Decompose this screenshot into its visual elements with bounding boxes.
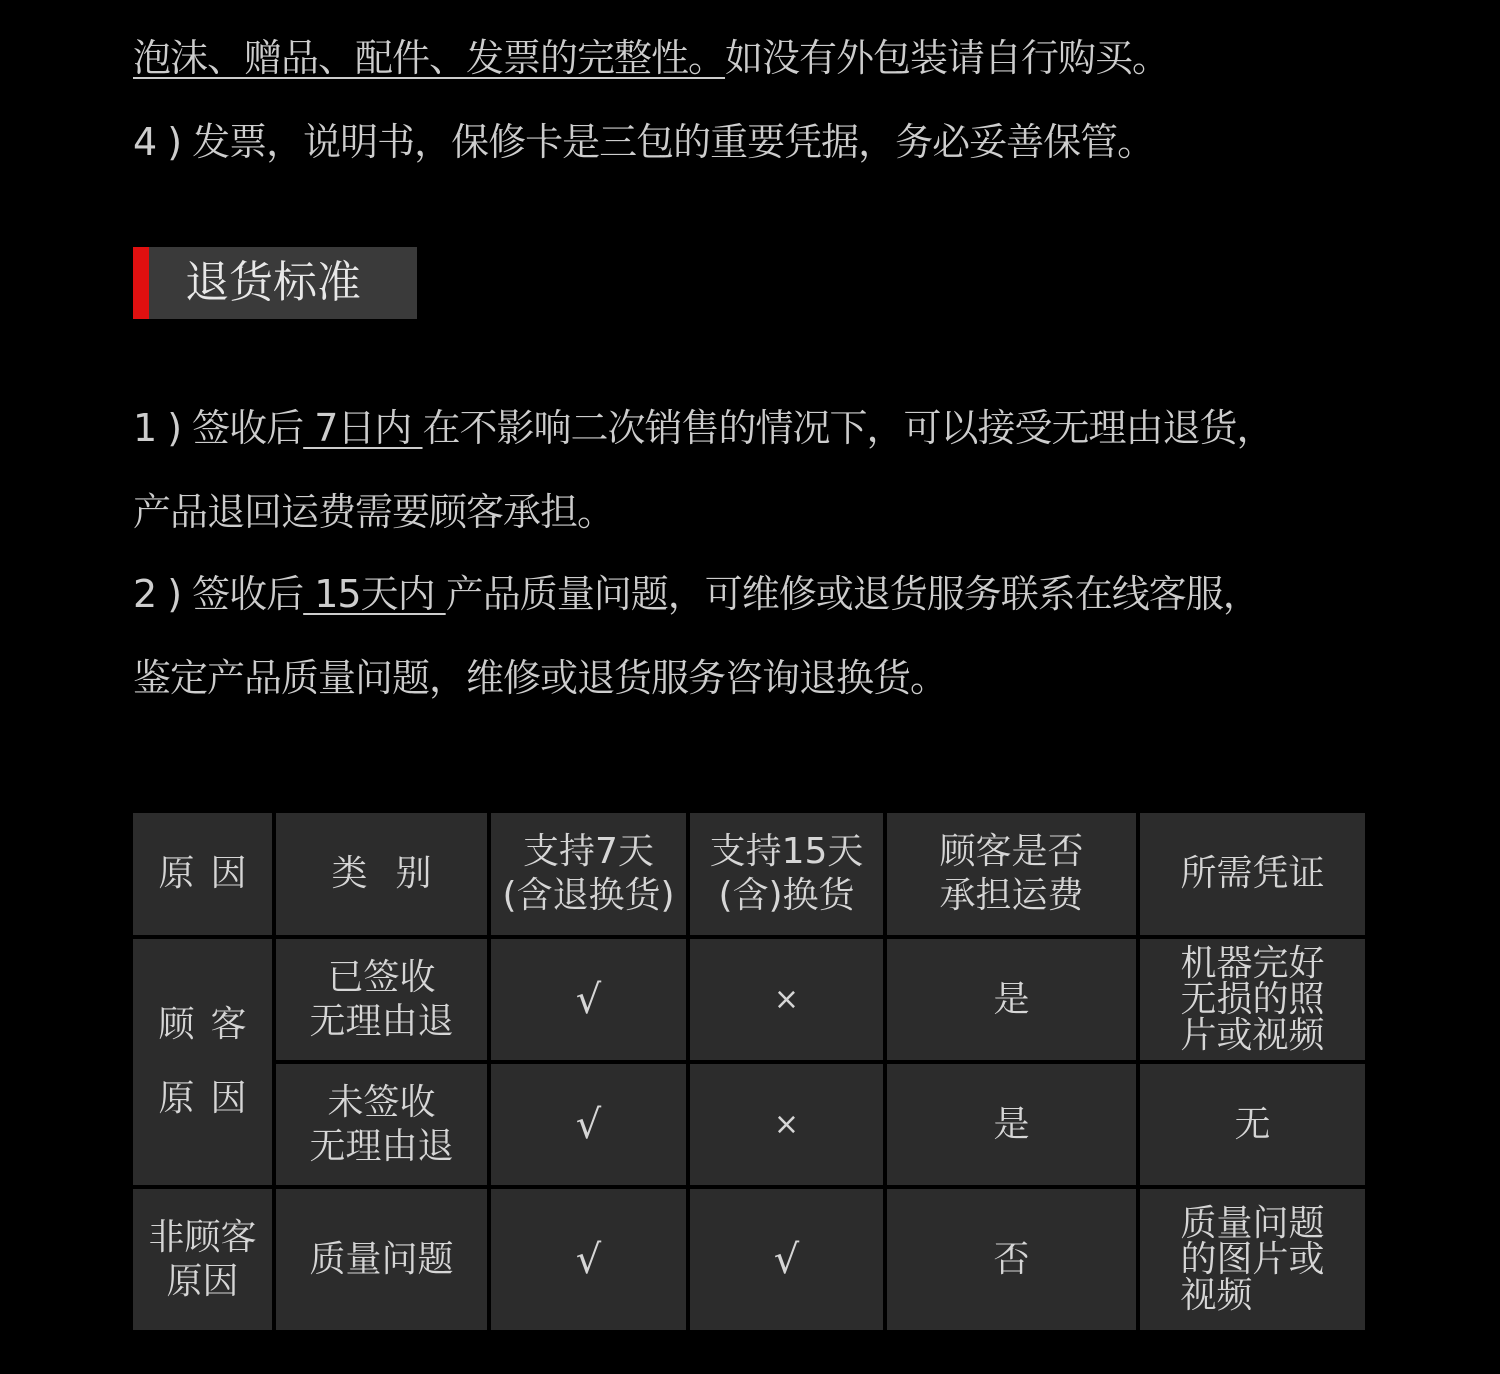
- rule-2-prefix: 2 ) 签收后: [133, 572, 304, 616]
- rule-2-period: 15天内: [303, 572, 446, 616]
- table-row-1-15day: ×: [690, 939, 883, 1060]
- table-row-1-proof: 机器完好 无损的照 片或视频: [1140, 939, 1365, 1060]
- section-title-box: [133, 247, 417, 319]
- table-row-1-7day: √: [491, 939, 686, 1060]
- header-shipping: 顾客是否 承担运费: [887, 813, 1136, 935]
- group-non-customer-reason: 非顾客 原因: [133, 1189, 272, 1330]
- table-row-1-category: 已签收 无理由退: [276, 939, 487, 1060]
- rule-1-line-1: [133, 406, 1274, 450]
- group-customer-reason: 顾客 原因: [133, 939, 272, 1185]
- table-row-3-category: 质量问题: [276, 1189, 487, 1330]
- intro-line-1: [133, 36, 1169, 80]
- header-7-day: 支持7天 (含退换货): [491, 813, 686, 935]
- section-accent-bar: [133, 247, 149, 319]
- header-15-day: 支持15天 (含)换货: [690, 813, 883, 935]
- rule-2-line-2: 鉴定产品质量问题，维修或退货服务咨询退换货。: [133, 656, 948, 700]
- table-row-3-15day: √: [690, 1189, 883, 1330]
- table-row-1-shipping: 是: [887, 939, 1136, 1060]
- header-reason: 原因: [133, 813, 272, 935]
- rule-2-line-1: [133, 572, 1260, 616]
- header-category: 类别: [276, 813, 487, 935]
- table-row-3-7day: √: [491, 1189, 686, 1330]
- table-row-2-7day: √: [491, 1064, 686, 1185]
- rule-2-text: 产品质量问题，可维修或退货服务联系在线客服，: [445, 572, 1260, 616]
- intro-text: 如没有外包装请自行购买。: [725, 36, 1170, 80]
- return-policy-table: [133, 813, 1365, 1330]
- table-row-3-shipping: 否: [887, 1189, 1136, 1330]
- table-row-2-shipping: 是: [887, 1064, 1136, 1185]
- table-row-2-15day: ×: [690, 1064, 883, 1185]
- header-proof: 所需凭证: [1140, 813, 1365, 935]
- rule-1-line-2: 产品退回运费需要顾客承担。: [133, 490, 615, 534]
- rule-1-period: 7日内: [303, 406, 423, 450]
- intro-underlined-text: 泡沫、赠品、配件、发票的完整性。: [133, 36, 726, 80]
- section-title: 退货标准: [185, 257, 361, 308]
- intro-line-2: 4 ) 发票，说明书，保修卡是三包的重要凭据，务必妥善保管。: [133, 120, 1155, 164]
- table-row-2-category: 未签收 无理由退: [276, 1064, 487, 1185]
- table-row-2-proof: 无: [1140, 1064, 1365, 1185]
- table-row-3-proof: 质量问题 的图片或 视频: [1140, 1189, 1365, 1330]
- rule-1-prefix: 1 ) 签收后: [133, 406, 304, 450]
- rule-1-text: 在不影响二次销售的情况下，可以接受无理由退货，: [422, 406, 1274, 450]
